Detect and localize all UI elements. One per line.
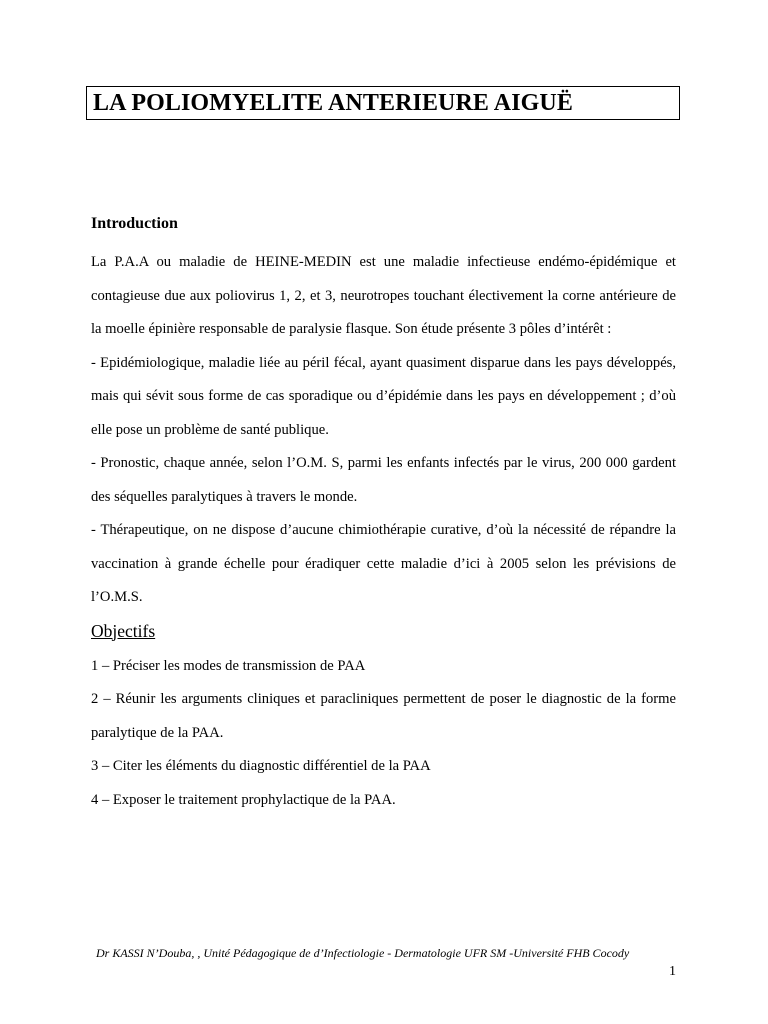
bullet-pronostic: - Pronostic, chaque année, selon l’O.M. S, parmi les enfants infectés par le virus, 200 000 gardent des séquelles paralytiques à travers le monde. [91,455,676,505]
bullet-therapeutique: - Thérapeutique, on ne dispose d’aucune chimiothérapie curative, d’où la nécessité de répandre la vaccination à grande échelle pour éradiquer cette maladie d’ici à 2005 selon les prévisions de l’O.M.S. [91,522,676,605]
title-box [86,86,680,120]
objectifs-heading: Objectifs [91,620,156,641]
objectif-item-1: 1 – Préciser les modes de transmission de PAA [91,657,366,674]
introduction-paragraph: La P.A.A ou maladie de HEINE-MEDIN est une maladie infectieuse endémo-épidémique et contagieuse due aux poliovirus 1, 2, et 3, neurotropes touchant électivement la corne antérieure de la moelle épinière responsable de paralysie flasque. Son étude présente 3 pôles d’intérêt : [91,254,676,337]
page-number: 1 [669,964,676,979]
bullet-epidemiologique: - Epidémiologique, maladie liée au péril fécal, ayant quasiment disparue dans les pays développés, mais qui sévit sous forme de cas sporadique ou d’épidémie dans les pays en développement ; d’où elle pose un problème de santé publique. [91,354,676,438]
objectifs-list [91,650,676,818]
document-title: LA POLIOMYELITE ANTERIEURE AIGUË [93,89,573,116]
page-footer: Dr KASSI N’Douba, , Unité Pédagogique de d’Infectiologie - Dermatologie UFR SM -Université FHB Cocody [96,946,630,960]
objectif-item-4: 4 – Exposer le traitement prophylactique de la PAA. [91,791,396,808]
objectif-item-2: 2 – Réunir les arguments cliniques et paracliniques permettent de poser le diagnostic de la forme paralytique de la PAA. [91,691,676,741]
document-body [91,212,676,817]
introduction-heading: Introduction [91,215,178,232]
objectif-item-3: 3 – Citer les éléments du diagnostic différentiel de la PAA [91,758,431,774]
